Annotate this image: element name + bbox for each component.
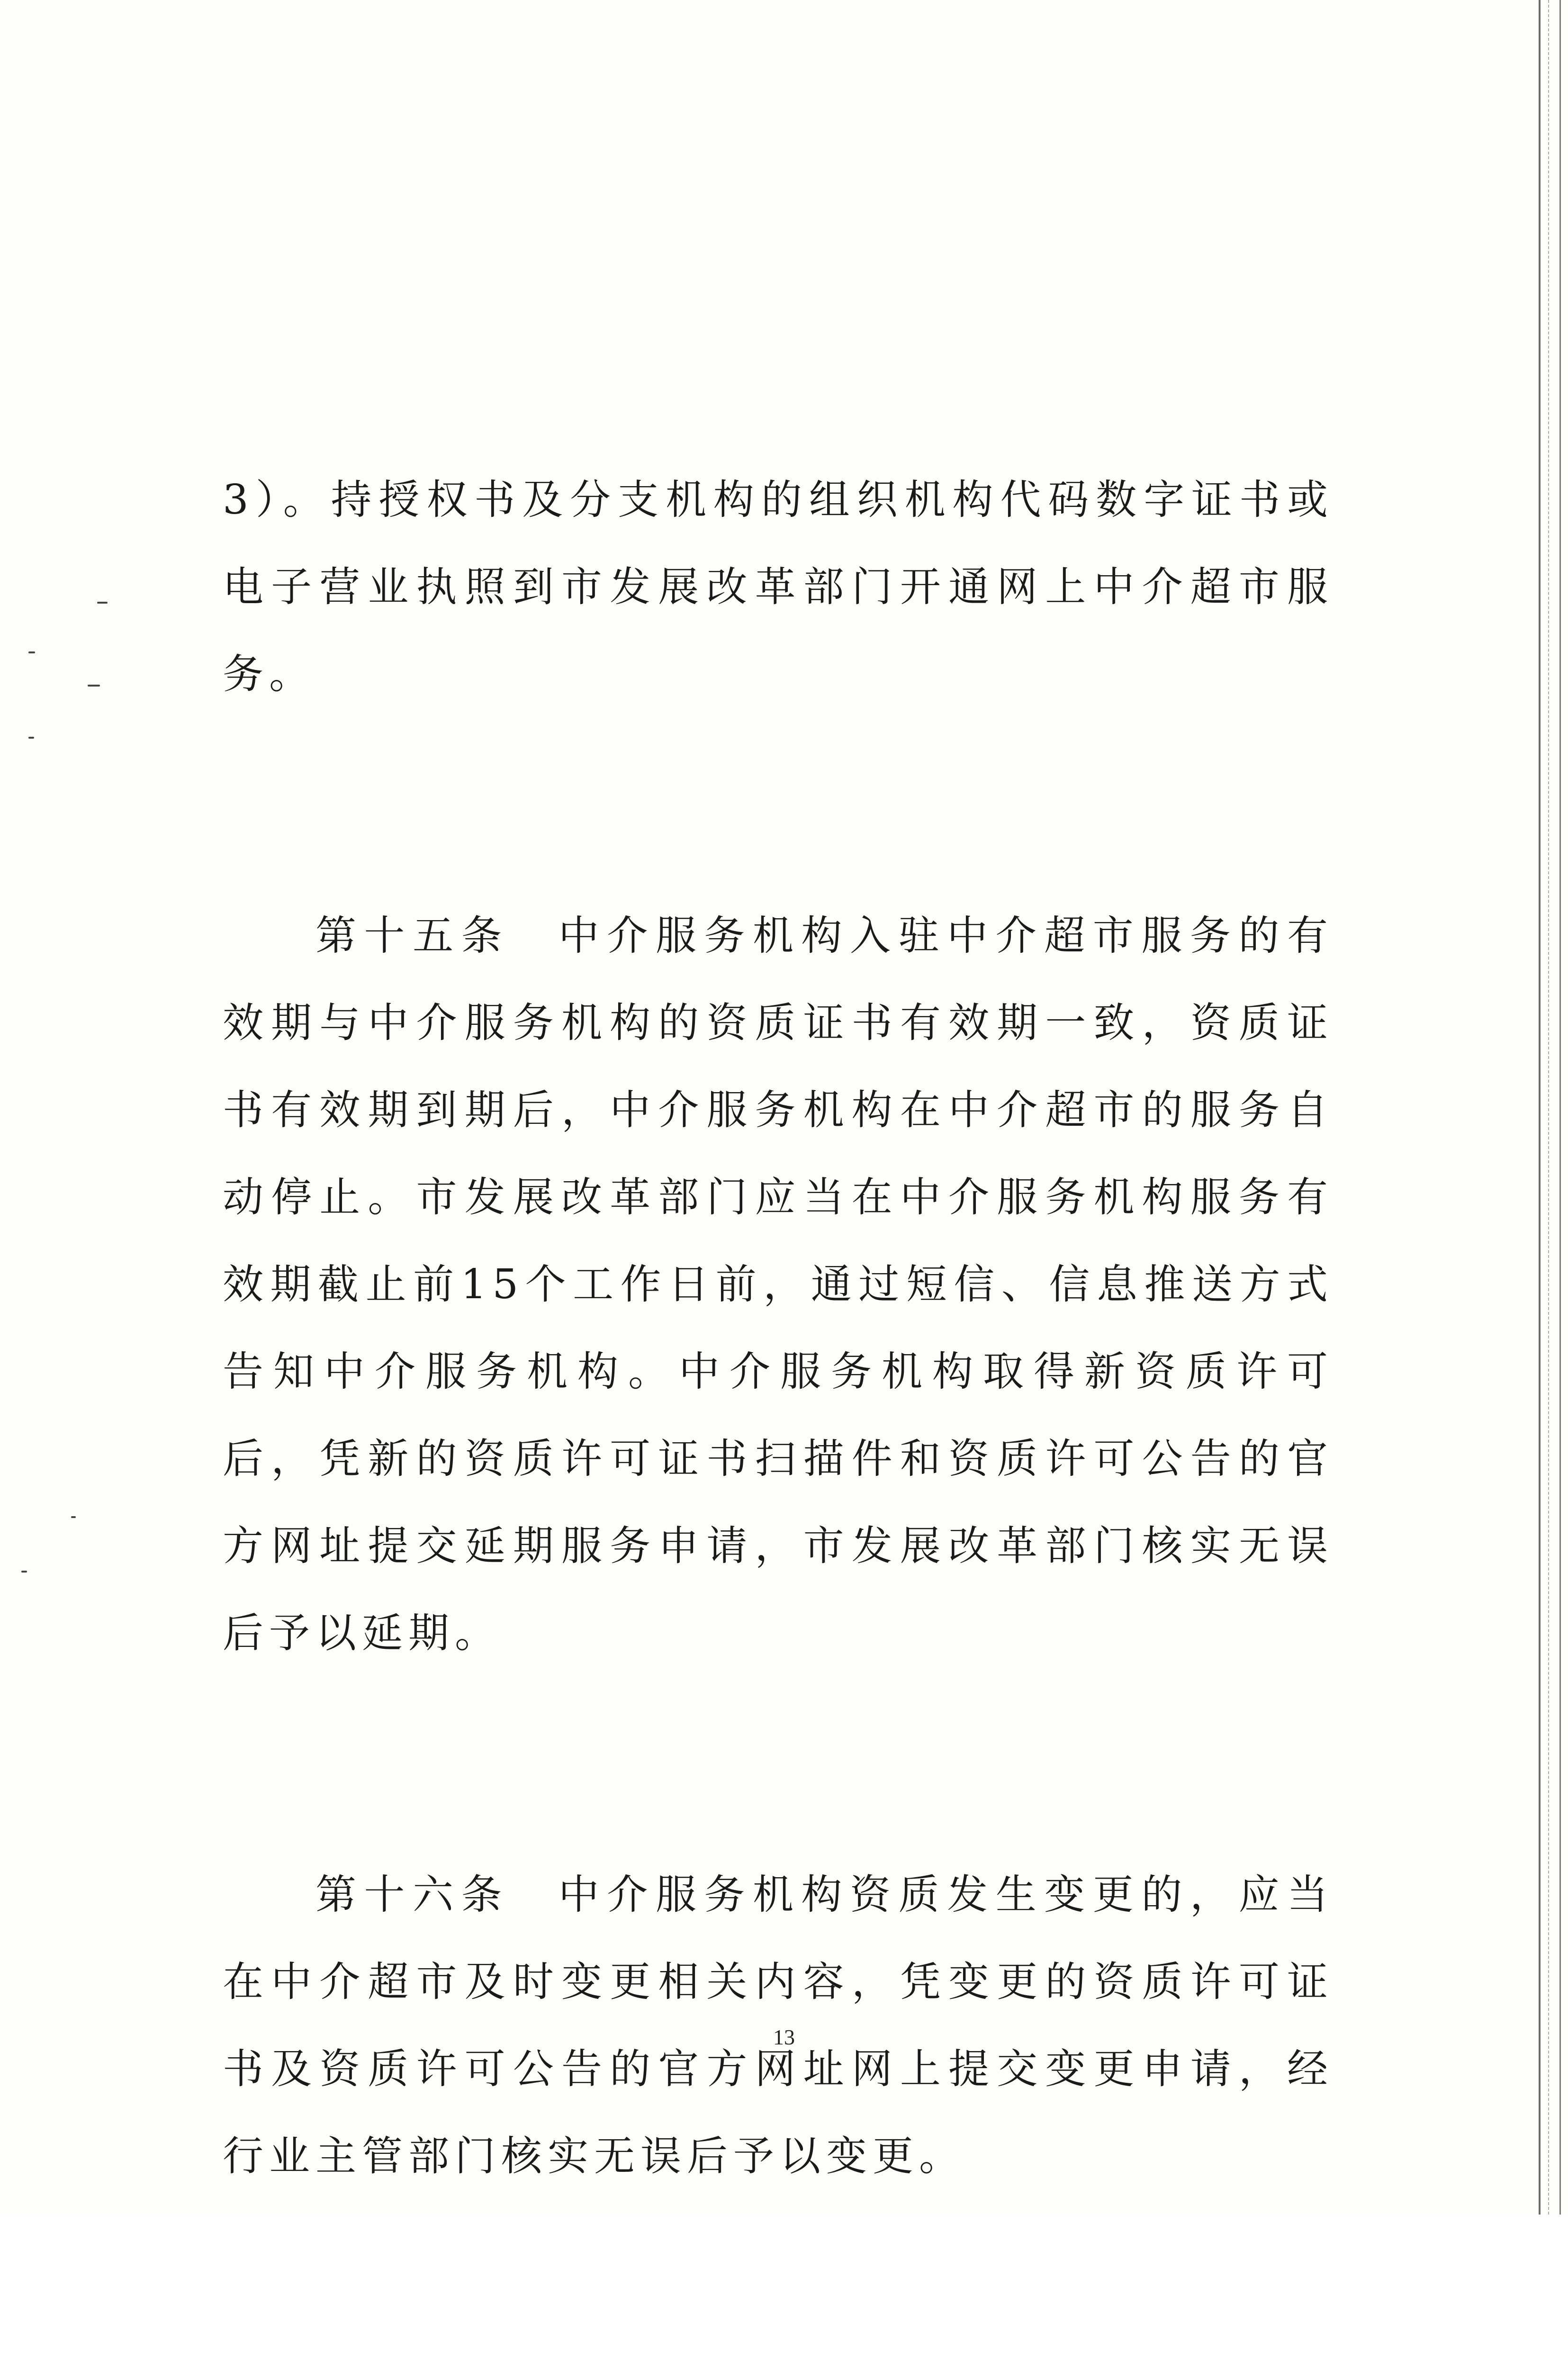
scan-speck — [21, 1571, 27, 1573]
document-body — [223, 282, 1334, 2369]
scan-speck — [97, 602, 108, 604]
scan-speck — [88, 685, 100, 687]
article-16-paragraph: 第十六条 中介服务机构资质发生变更的，应当在中介超市及时变更相关内容，凭变更的资质许可证书及资质许可公告的官方网址网上提交变更申请，经行业主管部门核实无误后予以变更。 — [223, 1871, 1334, 2180]
page-number: 13 — [773, 2025, 795, 2049]
scan-edge-line — [1539, 0, 1541, 2215]
scan-speck — [28, 737, 34, 739]
article-15-paragraph: 第十五条 中介服务机构入驻中介超市服务的有效期与中介服务机构的资质证书有效期一致，资质证书有效期到期后，中介服务机构在中介超市的服务自动停止。市发展改革部门应当在中介服务机构服务有效期截止前15个工作日前，通过短信、信息推送方式告知中介服务机构。中介服务机构取得新资质许可后，凭新的资质许可证书扫描件和资质许可公告的官方网址提交延期服务申请，市发展改革部门核实无误后予以延期。 — [223, 912, 1334, 1657]
paragraph-continuation: 3）。持授权书及分支机构的组织机构代码数字证书或电子营业执照到市发展改革部门开通网上中介超市服务。 — [223, 476, 1334, 698]
scan-speck — [71, 1516, 76, 1518]
scan-speck — [28, 651, 35, 653]
scan-edge-line — [1548, 0, 1549, 2215]
scan-edge-line — [1559, 0, 1561, 2215]
